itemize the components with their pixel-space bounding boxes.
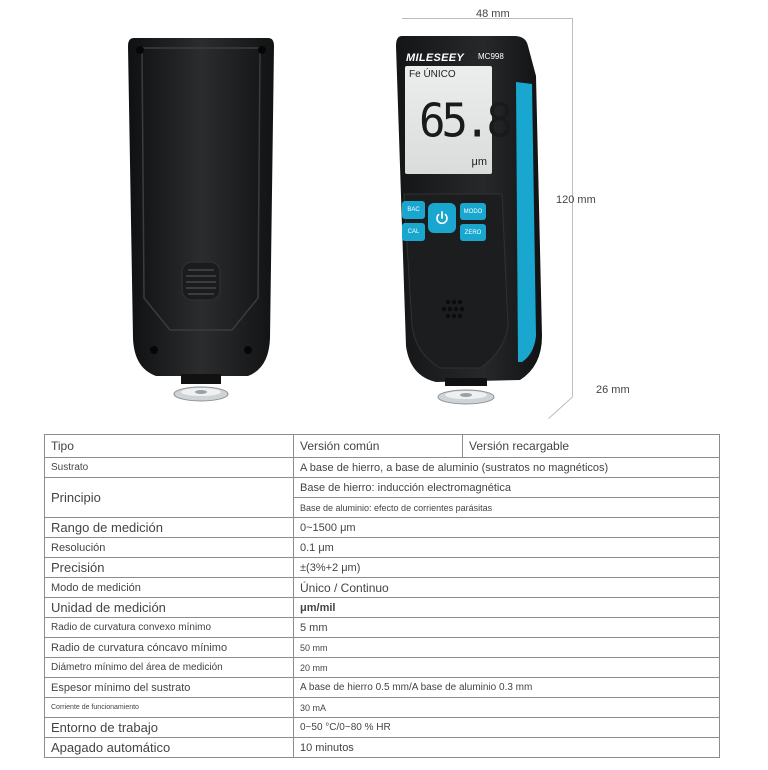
table-row: [45, 578, 720, 598]
brand-logo: MILESEEY: [406, 52, 465, 64]
row-label: Unidad de medición: [45, 598, 294, 618]
table-header-row: [45, 435, 720, 458]
row-label: Rango de medición: [45, 518, 294, 538]
row-value: 10 minutos: [294, 738, 720, 758]
backlight-button-label: BAC: [407, 207, 420, 213]
row-label: Corriente de funcionamiento: [45, 698, 294, 718]
table-row: [45, 698, 720, 718]
lcd-display: [405, 66, 509, 174]
row-value: A base de hierro 0.5 mm/A base de aluminio 0.3 mm: [294, 678, 720, 698]
row-value: μm/mil: [294, 598, 720, 618]
table-row: [45, 738, 720, 758]
table-row: [45, 658, 720, 678]
depth-dimension-label: 26 mm: [596, 384, 630, 396]
row-value: Base de hierro: inducción electromagnética: [294, 478, 720, 498]
row-label: Resolución: [45, 538, 294, 558]
back-probe: [173, 374, 229, 406]
table-row: [45, 518, 720, 538]
row-label: Espesor mínimo del sustrato: [45, 678, 294, 698]
row-label: Apagado automático: [45, 738, 294, 758]
height-dimension-label: 120 mm: [556, 194, 596, 206]
table-row: [45, 558, 720, 578]
lcd-mode-text: Fe ÚNICO: [409, 69, 456, 80]
row-value: A base de hierro, a base de aluminio (sustratos no magnéticos): [294, 458, 720, 478]
row-value: Único / Continuo: [294, 578, 720, 598]
calibration-button[interactable]: [402, 223, 425, 241]
row-value: 50 mm: [294, 638, 720, 658]
lcd-unit: μm: [471, 156, 487, 168]
zero-button[interactable]: [460, 224, 486, 241]
row-label: Principio: [45, 478, 294, 518]
row-label: Entorno de trabajo: [45, 718, 294, 738]
table-row: [45, 598, 720, 618]
row-label: Sustrato: [45, 458, 294, 478]
model-label: MC998: [478, 52, 504, 61]
power-button[interactable]: [428, 203, 456, 233]
row-label: Modo de medición: [45, 578, 294, 598]
table-row: [45, 618, 720, 638]
header-common-version: Versión común: [294, 435, 463, 458]
mode-button-label: MODO: [463, 208, 483, 215]
row-value: ±(3%+2 μm): [294, 558, 720, 578]
row-value: 30 mA: [294, 698, 720, 718]
row-label: Radio de curvatura cóncavo mínimo: [45, 638, 294, 658]
power-icon: [435, 211, 449, 225]
table-row: [45, 478, 720, 498]
row-value: 20 mm: [294, 658, 720, 678]
spec-table: [44, 434, 720, 758]
front-probe: [437, 378, 495, 408]
row-label: Precisión: [45, 558, 294, 578]
lcd-reading: 65.8: [419, 94, 509, 149]
depth-dimension-line: [548, 396, 573, 419]
row-value: 5 mm: [294, 618, 720, 638]
row-value-secondary: Base de aluminio: efecto de corrientes parásitas: [294, 498, 720, 518]
row-value: 0.1 μm: [294, 538, 720, 558]
table-row: [45, 538, 720, 558]
zero-button-label: ZERO: [464, 229, 482, 236]
width-dimension-label: 48 mm: [476, 8, 510, 20]
row-label: Radio de curvatura convexo mínimo: [45, 618, 294, 638]
table-row: [45, 718, 720, 738]
table-row: [45, 678, 720, 698]
table-row: [45, 638, 720, 658]
row-value: 0~1500 μm: [294, 518, 720, 538]
header-rechargeable-version: Versión recargable: [463, 435, 720, 458]
backlight-button[interactable]: [402, 201, 425, 219]
header-label: Tipo: [45, 435, 294, 458]
calibration-button-label: CAL: [407, 229, 420, 235]
row-label: Diámetro mínimo del área de medición: [45, 658, 294, 678]
row-value: 0~50 °C/0~80 % HR: [294, 718, 720, 738]
height-dimension-line: [572, 18, 573, 396]
mode-button[interactable]: [460, 203, 486, 220]
table-row: [45, 458, 720, 478]
device-back-view: [128, 38, 274, 380]
